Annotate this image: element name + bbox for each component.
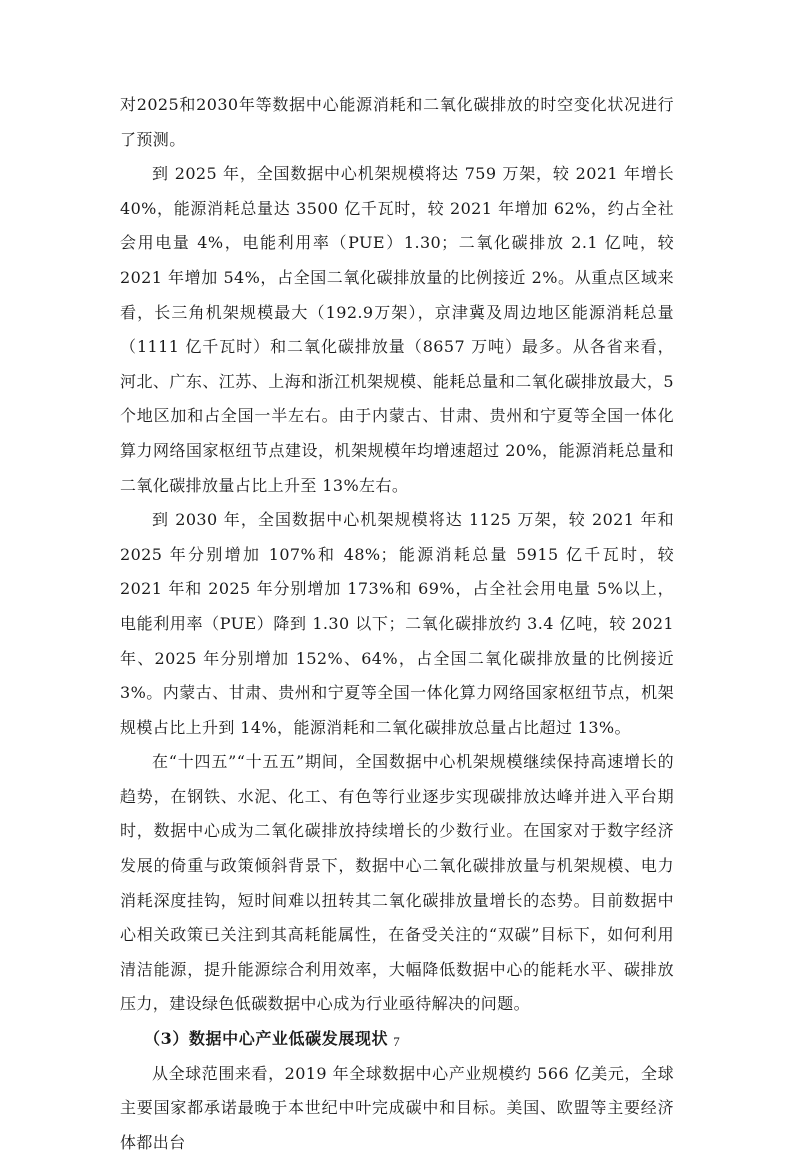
document-body xyxy=(120,88,674,1160)
page-number: 7 xyxy=(393,1034,400,1049)
paragraph-global-status: 从全球范围来看，2019 年全球数据中心产业规模约 566 亿美元，全球主要国家都承诺最晚于本世纪中叶完成碳中和目标。美国、欧盟等主要经济体都出台 xyxy=(120,1063,674,1152)
section-heading: （3）数据中心产业低碳发展现状 xyxy=(144,1029,389,1049)
paragraph-2025-forecast: 到 2025 年，全国数据中心机架规模将达 759 万架，较 2021 年增长 40%，能源消耗总量达 3500 亿千瓦时，较 2021 年增加 62%，约占全社会用电量 4%，电能利用率（PUE）1.30；二氧化碳排放 2.1 亿吨，较 2021 年增加 54%，占全国二氧化碳排放量的比例接近 2%。从重点区域来看，长三角机架规模最大（192.9万架），京津冀及周边地区能源消耗总量（1111 亿千瓦时）和二氧化碳排放量（8657 万吨）最多。从各省来看，河北、广东、江苏、上海和浙江机架规模、能耗总量和二氧化碳排放最大，5 个地区加和占全国一半左右。由于内蒙古、甘肃、贵州和宁夏等全国一体化算力网络国家枢纽节点建设，机架规模年均增速超过 20%，能源消耗总量和二氧化碳排放量占比上升至 13%左右。 xyxy=(120,164,674,495)
paragraph-continuation: 对2025和2030年等数据中心能源消耗和二氧化碳排放的时空变化状况进行了预测。 xyxy=(120,95,674,149)
paragraph-2030-forecast: 到 2030 年，全国数据中心机架规模将达 1125 万架，较 2021 年和 2025 年分别增加 107%和 48%；能源消耗总量 5915 亿千瓦时，较 2021 年和 2025 年分别增加 173%和 69%，占全社会用电量 5%以上，电能利用率（PUE）降到 1.30 以下；二氧化碳排放约 3.4 亿吨，较 2021 年、2025 年分别增加 152%、64%，占全国二氧化碳排放量的比例接近 3%。内蒙古、甘肃、贵州和宁夏等全国一体化算力网络国家枢纽节点，机架规模占比上升到 14%，能源消耗和二氧化碳排放总量占比超过 13%。 xyxy=(120,510,674,737)
paragraph-policy-trend: 在“十四五”“十五五”期间，全国数据中心机架规模继续保持高速增长的趋势，在钢铁、水泥、化工、有色等行业逐步实现碳排放达峰并进入平台期时，数据中心成为二氧化碳排放持续增长的少数行业。在国家对于数字经济发展的倚重与政策倾斜背景下，数据中心二氧化碳排放量与机架规模、电力消耗深度挂钩，短时间难以扭转其二氧化碳排放量增长的态势。目前数据中心相关政策已关注到其高耗能属性，在备受关注的“双碳”目标下，如何利用清洁能源，提升能源综合利用效率，大幅降低数据中心的能耗水平、碳排放压力，建设绿色低碳数据中心成为行业亟待解决的问题。 xyxy=(120,752,674,1014)
